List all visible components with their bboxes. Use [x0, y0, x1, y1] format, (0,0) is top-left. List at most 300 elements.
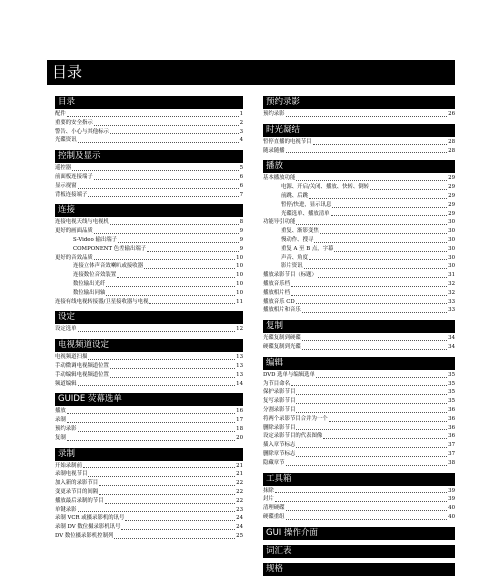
page-number: 32 [448, 289, 455, 296]
toc-section [263, 160, 455, 315]
leader-dots [105, 503, 236, 504]
leader-dots [99, 485, 235, 486]
toc-entry[interactable] [55, 218, 243, 227]
page-number: 37 [448, 450, 455, 457]
entry-label: 连接电视天线与电视机 [55, 219, 109, 226]
leader-dots [83, 467, 235, 468]
page-number: 36 [448, 406, 455, 413]
toc-entry[interactable] [55, 532, 243, 541]
entry-label: COMPONENT 色差输出端子 [73, 245, 147, 252]
toc-entry[interactable] [55, 191, 243, 200]
entry-label: 手动微调电视频道位置 [55, 362, 109, 369]
toc-section [263, 527, 455, 540]
entry-label: 硬碟重组 [263, 513, 285, 520]
toc-entry[interactable] [263, 495, 455, 504]
toc-entry[interactable] [55, 380, 243, 389]
page-number: 22 [236, 488, 243, 495]
section-heading: 目录 [55, 96, 243, 109]
page-number: 29 [448, 175, 455, 182]
section-heading: 时光凝结 [263, 124, 455, 137]
toc-left-column [55, 96, 243, 546]
toc-entry[interactable] [263, 415, 455, 424]
toc-entry[interactable] [55, 173, 243, 182]
toc-entry[interactable] [263, 441, 455, 450]
leader-dots [316, 377, 447, 378]
entry-label: 开始录制前 [55, 462, 82, 469]
page-number: 28 [448, 147, 455, 154]
page-number: 24 [236, 524, 243, 531]
section-heading: 词汇表 [263, 545, 455, 558]
page-number: 13 [236, 362, 243, 369]
toc-entry[interactable] [55, 488, 243, 497]
page-number: 36 [448, 433, 455, 440]
leader-dots [88, 476, 235, 477]
entry-label: 显示视窗 [55, 182, 77, 189]
page-number: 13 [236, 371, 243, 378]
toc-entry[interactable] [55, 110, 243, 119]
toc-entry[interactable] [263, 138, 455, 147]
leader-dots [88, 359, 235, 360]
entry-label: 功能导引功能 [263, 219, 296, 226]
entry-label: 播放 [55, 408, 66, 415]
toc-entry[interactable] [55, 470, 243, 479]
page-number: 9 [239, 228, 243, 235]
entry-label: 硬碟复制到光碟 [263, 343, 301, 350]
toc-section [263, 545, 455, 558]
toc-entry[interactable] [263, 210, 455, 219]
page-number: 39 [448, 496, 455, 503]
entry-label: 更好的音效品质 [55, 254, 93, 261]
page-number: 4 [239, 137, 243, 144]
page-number: 22 [236, 480, 243, 487]
entry-label: DVD 选单与编辑选单 [263, 371, 315, 378]
leader-dots [106, 295, 235, 296]
toc-entry[interactable] [55, 280, 243, 289]
leader-dots [334, 251, 447, 252]
toc-entry[interactable] [55, 416, 243, 425]
entry-label: 暂停/快进，显示讯息 [281, 201, 332, 208]
entry-label: 光碟选单、播放清单 [281, 210, 330, 217]
leader-dots [78, 142, 239, 143]
leader-dots [88, 196, 238, 197]
page-number: 38 [448, 459, 455, 466]
page-number: 36 [448, 424, 455, 431]
toc-entry[interactable] [263, 343, 455, 352]
leader-dots [149, 303, 235, 304]
page-number: 29 [448, 184, 455, 191]
leader-dots [99, 494, 235, 495]
toc-entry[interactable] [55, 236, 243, 245]
page-number: 5 [239, 165, 243, 172]
page-number: 9 [239, 245, 243, 252]
leader-dots [302, 312, 447, 313]
page-number: 14 [236, 380, 243, 387]
toc-section [55, 96, 243, 145]
leader-dots [121, 529, 235, 530]
page-number: 34 [448, 335, 455, 342]
toc-entry[interactable] [55, 371, 243, 380]
entry-label: 基本播放功能 [263, 175, 296, 182]
toc-entry[interactable] [263, 262, 455, 271]
toc-entry[interactable] [263, 306, 455, 315]
leader-dots [318, 277, 447, 278]
page-number: 30 [448, 219, 455, 226]
toc-entry[interactable] [55, 227, 243, 236]
toc-entry[interactable] [55, 245, 243, 254]
toc-entry[interactable] [55, 182, 243, 191]
toc-entry[interactable] [263, 236, 455, 245]
entry-label: 分割录影节目 [263, 406, 296, 413]
toc-entry[interactable] [263, 183, 455, 192]
toc-entry[interactable] [263, 406, 455, 415]
entry-label: 变更录节目的间隔 [55, 488, 99, 495]
leader-dots [78, 331, 236, 332]
section-heading: 规格 [263, 563, 455, 576]
entry-label: 播放音乐档 [263, 280, 290, 287]
entry-label: 删除录影节目 [263, 424, 296, 431]
entry-label: 重复、渐影变焦 [281, 228, 319, 235]
leader-dots [313, 144, 448, 145]
toc-entry[interactable] [55, 325, 243, 334]
leader-dots [286, 152, 448, 153]
section-heading: 预约录影 [263, 96, 455, 109]
page-number: 17 [236, 417, 243, 424]
leader-dots [291, 385, 447, 386]
entry-label: 随录随播 [263, 147, 285, 154]
toc-entry[interactable] [55, 425, 243, 434]
leader-dots [302, 349, 447, 350]
section-heading: 录制 [55, 448, 243, 461]
toc-entry[interactable] [55, 407, 243, 416]
leader-dots [296, 429, 447, 430]
entry-label: 手动编辑电视频道位置 [55, 371, 109, 378]
entry-label: 插入章节标志 [263, 442, 296, 449]
leader-dots [296, 394, 447, 395]
page-number: 6 [239, 173, 243, 180]
leader-dots [296, 303, 447, 304]
entry-label: 预约录影 [263, 111, 285, 117]
toc-entry[interactable] [263, 147, 455, 156]
entry-label: 声音、角度 [281, 254, 308, 261]
section-heading: 工具箱 [263, 473, 455, 486]
page-number: 28 [448, 138, 455, 145]
leader-dots [275, 501, 447, 502]
section-heading: GUI 操作介面 [263, 527, 455, 540]
entry-label: 播放相片和音乐 [263, 307, 301, 314]
entry-label: 播放音乐 CD [263, 298, 295, 305]
toc-section [55, 204, 243, 306]
toc-entry[interactable] [55, 462, 243, 471]
leader-dots [94, 179, 239, 180]
page-number: 29 [448, 210, 455, 217]
page-number: 40 [448, 513, 455, 520]
leader-dots [94, 259, 235, 260]
toc-entry[interactable] [55, 479, 243, 488]
entry-label: 配件 [55, 111, 66, 117]
entry-label: 单键录影 [55, 506, 77, 513]
leader-dots [67, 413, 235, 414]
entry-label: DV 数位摄录影机控制列 [55, 532, 114, 539]
toc-entry[interactable] [55, 523, 243, 532]
entry-label: 慢动作、搜寻 [281, 236, 314, 243]
toc-entry[interactable] [263, 174, 455, 183]
toc-section [55, 150, 243, 199]
leader-dots [67, 422, 235, 423]
toc-entry[interactable] [263, 334, 455, 343]
entry-label: 录制电视节目 [55, 471, 88, 478]
toc-entry[interactable] [55, 119, 243, 128]
section-heading: 编辑 [263, 357, 455, 370]
entry-label: 录制 DV 数位摄录影机讯号 [55, 524, 121, 531]
leader-dots [72, 170, 238, 171]
toc-entry[interactable] [55, 362, 243, 371]
page-number: 24 [236, 515, 243, 522]
leader-dots [296, 456, 447, 457]
entry-label: 电源、开启/关闭、播放、快转、倒转 [281, 184, 370, 191]
entry-label: 将两个录影节目合并为一个 [263, 415, 328, 422]
entry-label: 数位输出同轴 [73, 289, 106, 296]
page-number: 25 [236, 532, 243, 539]
entry-label: 电视频道扫描 [55, 354, 88, 361]
leader-dots [329, 421, 447, 422]
section-heading: 播放 [263, 160, 455, 173]
page-number: 6 [239, 182, 243, 189]
toc-entry[interactable] [55, 254, 243, 263]
toc-entry[interactable] [263, 450, 455, 459]
toc-entry[interactable] [263, 192, 455, 201]
leader-dots [332, 207, 447, 208]
page-number: 16 [236, 408, 243, 415]
leader-dots [110, 368, 235, 369]
leader-dots [144, 268, 235, 269]
entry-label: 前面板连接端子 [55, 173, 93, 180]
toc-entry[interactable] [55, 353, 243, 362]
toc-entry[interactable] [263, 504, 455, 513]
entry-label: 连接有线电视转接器/卫星接收器与电视 [55, 298, 149, 305]
page-number: 10 [236, 280, 243, 287]
page-number: 33 [448, 298, 455, 305]
leader-dots [323, 438, 447, 439]
leader-dots [117, 277, 235, 278]
leader-dots [331, 215, 448, 216]
entry-label: 暂停直播的电视节目 [263, 138, 312, 145]
toc-entry[interactable] [263, 424, 455, 433]
toc-entry[interactable] [263, 280, 455, 289]
leader-dots [78, 188, 239, 189]
toc-entry[interactable] [263, 227, 455, 236]
toc-entry[interactable] [55, 497, 243, 506]
leader-dots [114, 538, 235, 539]
entry-label: 播放相片档 [263, 289, 290, 296]
entry-label: 警告、小心与其他标示 [55, 128, 109, 135]
page-title: 目录 [47, 60, 455, 85]
leader-dots [296, 403, 447, 404]
entry-label: 保护录影节目 [263, 389, 296, 396]
toc-section [263, 124, 455, 156]
entry-label: 重复 A 至 B 点，字幕 [281, 245, 334, 252]
leader-dots [78, 511, 236, 512]
entry-label: 重要的安全指示 [55, 119, 93, 126]
toc-entry[interactable] [263, 298, 455, 307]
leader-dots [110, 224, 239, 225]
leader-dots [302, 340, 447, 341]
entry-label: 复制 [55, 434, 66, 441]
toc-entry[interactable] [263, 513, 455, 522]
toc-section [263, 320, 455, 352]
leader-dots [125, 520, 235, 521]
page-number: 30 [448, 263, 455, 270]
toc-entry[interactable] [55, 128, 243, 137]
page-number: 10 [236, 254, 243, 261]
toc-section [263, 96, 455, 119]
entry-label: 录制 VCR 或摄录影机的讯号 [55, 515, 125, 522]
toc-entry[interactable] [263, 201, 455, 210]
toc-section [263, 473, 455, 522]
page-number: 31 [448, 272, 455, 279]
leader-dots [286, 465, 448, 466]
section-heading: 电视频道设定 [55, 339, 243, 352]
section-heading: 连接 [55, 204, 243, 217]
toc-entry[interactable] [55, 514, 243, 523]
section-heading: GUIDE 荧幕选单 [55, 393, 243, 406]
section-heading: 控制及显示 [55, 150, 243, 163]
page-number: 33 [448, 307, 455, 314]
entry-label: 设定选单 [55, 326, 77, 333]
toc-entry[interactable] [263, 218, 455, 227]
leader-dots [286, 519, 448, 520]
page-number: 35 [448, 398, 455, 405]
page-number: 29 [448, 192, 455, 199]
leader-dots [296, 224, 447, 225]
entry-label: 封片 [263, 496, 274, 503]
toc-entry[interactable] [55, 298, 243, 307]
toc-entry[interactable] [263, 459, 455, 468]
leader-dots [286, 116, 448, 117]
page-number: 30 [448, 245, 455, 252]
leader-dots [286, 510, 448, 511]
toc-entry[interactable] [55, 289, 243, 298]
page-number: 30 [448, 254, 455, 261]
toc-entry[interactable] [55, 136, 243, 145]
leader-dots [78, 431, 236, 432]
toc-entry[interactable] [263, 110, 455, 119]
leader-dots [291, 286, 447, 287]
entry-label: 抹除 [263, 487, 274, 494]
entry-label: 遥控器 [55, 165, 72, 172]
toc-entry[interactable] [263, 487, 455, 496]
page-number: 26 [448, 111, 455, 117]
page-number: 37 [448, 442, 455, 449]
toc-entry[interactable] [263, 245, 455, 254]
toc-entry[interactable] [55, 271, 243, 280]
toc-entry[interactable] [55, 164, 243, 173]
page-number: 8 [239, 219, 243, 226]
page-number: 32 [448, 280, 455, 287]
toc-entry[interactable] [263, 397, 455, 406]
page-number: 36 [448, 415, 455, 422]
page-number: 29 [448, 201, 455, 208]
leader-dots [296, 180, 447, 181]
toc-entry[interactable] [263, 432, 455, 441]
entry-label: 播放最后录制的节目 [55, 497, 104, 504]
page-number: 35 [448, 389, 455, 396]
toc-entry[interactable] [55, 434, 243, 443]
toc-entry[interactable] [263, 371, 455, 380]
toc-entry[interactable] [263, 380, 455, 389]
leader-dots [118, 242, 239, 243]
leader-dots [110, 133, 239, 134]
toc-right-column [263, 96, 455, 581]
leader-dots [94, 125, 239, 126]
entry-label: 影片资讯 [281, 263, 303, 270]
page-number: 34 [448, 343, 455, 350]
entry-label: S-Video 输出端子 [73, 236, 118, 243]
page-number: 9 [239, 236, 243, 243]
leader-dots [106, 286, 235, 287]
leader-dots [110, 377, 235, 378]
page-number: 18 [236, 425, 243, 432]
toc-entry[interactable] [263, 388, 455, 397]
page-number: 2 [239, 119, 243, 126]
entry-label: 隐藏章节 [263, 459, 285, 466]
entry-label: 预约录影 [55, 425, 77, 432]
section-heading: 复制 [263, 320, 455, 333]
toc-section [55, 393, 243, 442]
toc-section [55, 448, 243, 541]
leader-dots [320, 233, 447, 234]
entry-label: 光碟复制到硬碟 [263, 335, 301, 342]
toc-entry[interactable] [55, 262, 243, 271]
section-heading: 设定 [55, 311, 243, 324]
leader-dots [304, 268, 448, 269]
toc-section [55, 311, 243, 334]
entry-label: 更好的画面品质 [55, 228, 93, 235]
entry-label: 录制 [55, 417, 66, 424]
entry-label: 播放录影节目（标题） [263, 272, 317, 279]
leader-dots [275, 492, 447, 493]
page-number: 10 [236, 263, 243, 270]
page-number: 11 [236, 298, 243, 305]
entry-label: 复写录影节目 [263, 398, 296, 405]
entry-label: 清理硬碟 [263, 505, 285, 512]
page-number: 22 [236, 497, 243, 504]
entry-label: 连接立体声音效喇叭或接收器 [73, 263, 144, 270]
page-number: 40 [448, 505, 455, 512]
entry-label: 为节目命名 [263, 380, 290, 387]
toc-entry[interactable] [263, 271, 455, 280]
entry-label: 连接数位音效装置 [73, 272, 117, 279]
toc-section [55, 339, 243, 388]
toc-entry[interactable] [263, 254, 455, 263]
leader-dots [296, 412, 447, 413]
leader-dots [67, 116, 239, 117]
entry-label: 删除章节标志 [263, 450, 296, 457]
entry-label: 加入新的录影节目 [55, 480, 99, 487]
page-number: 13 [236, 354, 243, 361]
entry-label: 背板连接端子 [55, 191, 88, 198]
entry-label: 光碟资讯 [55, 137, 77, 144]
leader-dots [296, 447, 447, 448]
leader-dots [314, 242, 447, 243]
page-number: 3 [239, 128, 243, 135]
toc-entry[interactable] [263, 289, 455, 298]
entry-label: 设定录影节目的代表图像 [263, 433, 323, 440]
toc-entry[interactable] [55, 506, 243, 515]
leader-dots [291, 295, 447, 296]
toc-section [263, 357, 455, 468]
leader-dots [147, 251, 238, 252]
page-number: 35 [448, 371, 455, 378]
